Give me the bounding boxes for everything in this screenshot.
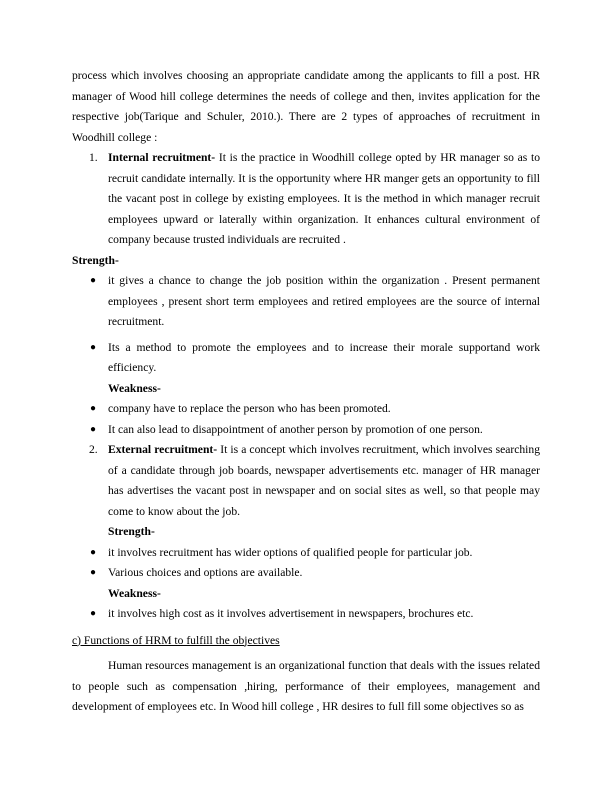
closing-paragraph: Human resources management is an organizational function that deals with the issues related to people such as compensation ,hiring, performance of their employees, management and development of employees etc. In Wood hill college , HR desires to full fill some objectives so as xyxy=(72,659,540,713)
list-number: 1. xyxy=(89,151,98,164)
bullet-icon: ● xyxy=(90,608,97,619)
strength-heading: Strength- xyxy=(108,525,155,538)
numbered-item-internal-recruitment xyxy=(72,148,540,251)
internal-recruitment-text: It is the practice in Woodhill college opted by HR manager so as to recruit candidate internally. It is the opportunity where HR manger gets an opportunity to fill the vacant post in college by existing employees. It is the method in which manager recruit employees upward or laterally within organization. It enhances cultural environment of company because trusted individuals are recruited . xyxy=(108,151,540,246)
bullet-icon: ● xyxy=(90,423,97,435)
section-heading: c) Functions of HRM to fulfill the objectives xyxy=(72,633,280,647)
list-item: ● it involves recruitment has wider options of qualified people for particular job. xyxy=(72,543,540,564)
internal-recruitment-title: Internal recruitment- xyxy=(108,151,216,164)
list-item: ● it gives a chance to change the job position within the organization . Present permanent employees , present short term employees and retired employees are the source of internal recruitment. xyxy=(72,271,540,333)
external-recruitment-title: External recruitment- xyxy=(108,443,218,456)
bullet-icon: ● xyxy=(90,567,97,578)
strength-heading: Strength- xyxy=(72,253,119,267)
bullet-icon: ● xyxy=(90,275,97,286)
intro-paragraph: process which involves choosing an appropriate candidate among the applicants to fill a post. HR manager of Wood hill college determines the needs of college and then, invites application for the respective job(Tarique and Schuler, 2010.). There are 2 types of approaches of recruitment in Woodhill college : xyxy=(72,69,540,144)
list-item: ● It can also lead to disappointment of another person by promotion of one person. xyxy=(72,420,540,441)
bullet-icon: ● xyxy=(90,403,97,414)
weakness-heading: Weakness- xyxy=(108,381,161,395)
external-recruitment-text: It is a concept which involves recruitment, which involves searching of a candidate through job boards, newspaper advertisements etc. manager of HR manager has advertises the vacant post in newspaper and on social sites as well, so that people may come to know about the job. xyxy=(108,443,540,518)
bullet-icon: ● xyxy=(90,546,97,558)
weakness-heading: Weakness- xyxy=(108,586,161,600)
bullet-icon: ● xyxy=(90,341,97,353)
numbered-item-external-recruitment xyxy=(72,440,540,522)
list-item: ● Various choices and options are available. xyxy=(72,563,540,584)
list-item: ● Its a method to promote the employees and to increase their morale supportand work efficiency. xyxy=(72,338,540,379)
list-number: 2. xyxy=(89,443,98,456)
body-text xyxy=(72,66,540,718)
list-item: ● company have to replace the person who has been promoted. xyxy=(72,399,540,420)
list-item: ● it involves high cost as it involves advertisement in newspapers, brochures etc. xyxy=(72,604,540,625)
